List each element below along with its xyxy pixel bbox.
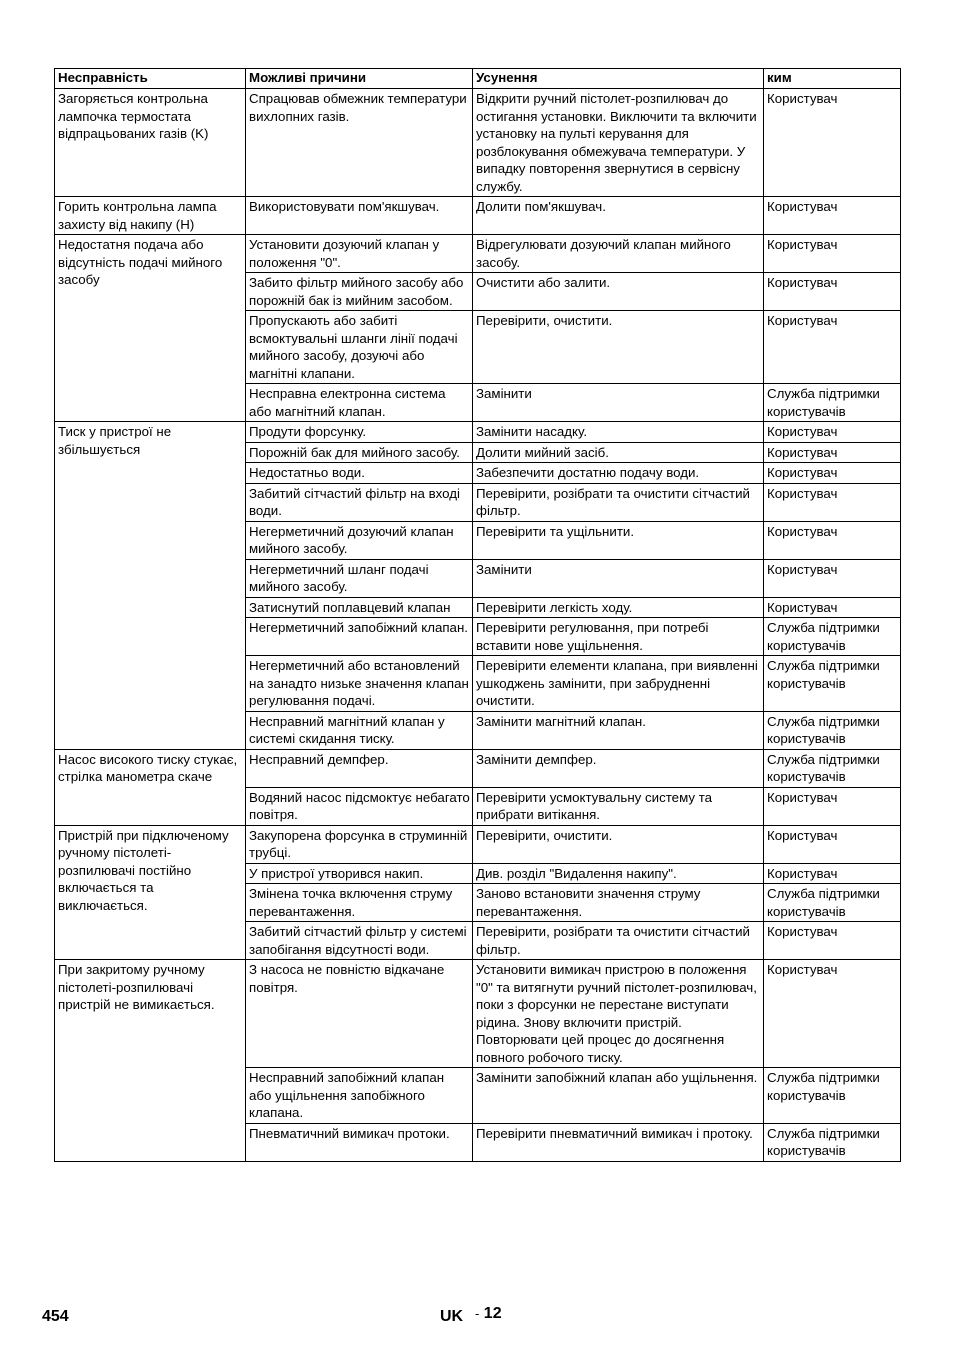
header-causes: Можливі причини [246,69,473,89]
table-row [55,89,901,197]
remedy-cell: Див. розділ "Видалення накипу". [473,863,764,884]
remedy-cell: Перевірити регулювання, при потребі вставити нове ущільнення. [473,618,764,656]
cause-cell: З насоса не повністю відкачане повітря. [246,960,473,1068]
cause-cell: Негерметичний запобіжний клапан. [246,618,473,656]
responsible-cell: Служба підтримки користувачів [764,618,901,656]
cause-cell: Використовувати пом'якшувач. [246,197,473,235]
responsible-cell: Служба підтримки користувачів [764,1068,901,1124]
responsible-cell: Користувач [764,483,901,521]
responsible-cell: Служба підтримки користувачів [764,384,901,422]
responsible-cell: Користувач [764,521,901,559]
header-remedy: Усунення [473,69,764,89]
section-page-number: 12 [483,1305,502,1322]
remedy-cell: Заново встановити значення струму перевантаження. [473,884,764,922]
remedy-cell: Перевірити, розібрати та очистити сітчастий фільтр. [473,483,764,521]
remedy-cell: Перевірити пневматичний вимикач і протоку. [473,1123,764,1161]
remedy-cell: Замінити [473,559,764,597]
remedy-cell: Перевірити усмоктувальну систему та прибрати витікання. [473,787,764,825]
cause-cell: Закупорена форсунка в струминній трубці. [246,825,473,863]
table-row [55,197,901,235]
cause-cell: Несправний магнітний клапан у системі скидання тиску. [246,711,473,749]
troubleshooting-table [54,68,901,1162]
table-row [55,422,901,443]
section-page [475,1305,502,1323]
remedy-cell: Долити пом'якшувач. [473,197,764,235]
remedy-cell: Перевірити легкість ходу. [473,597,764,618]
page-number: 454 [42,1308,69,1325]
cause-cell: Негерметичний шланг подачі мийного засобу. [246,559,473,597]
remedy-cell: Замінити запобіжний клапан або ущільнення. [473,1068,764,1124]
remedy-cell: Установити вимикач пристрою в положення "0" та витягнути ручний пістолет-розпилювач, поки з форсунки не перестане виступати рідина. Знову включити пристрій. Повторювати цей процес до досягнення повного робочого тиску. [473,960,764,1068]
remedy-cell: Відкрити ручний пістолет-розпилювач до остигання установки. Виключити та включити установку на пульті керування для розблокування обмежувача температури. У випадку повторення звернутися в сервісну службу. [473,89,764,197]
table-row [55,749,901,787]
header-by-whom: ким [764,69,901,89]
responsible-cell: Користувач [764,597,901,618]
cause-cell: Порожній бак для мийного засобу. [246,442,473,463]
responsible-cell: Користувач [764,442,901,463]
remedy-cell: Забезпечити достатню подачу води. [473,463,764,484]
remedy-cell: Замінити [473,384,764,422]
fault-cell: При закритому ручному пістолеті-розпилювачі пристрій не вимикається. [55,960,246,1162]
table-row [55,825,901,863]
cause-cell: Негерметичний дозуючий клапан мийного засобу. [246,521,473,559]
cause-cell: Недостатньо води. [246,463,473,484]
cause-cell: Забитий сітчастий фільтр у системі запобігання відсутності води. [246,922,473,960]
table-header-row [55,69,901,89]
table-body [55,89,901,1162]
remedy-cell: Перевірити, очистити. [473,311,764,384]
cause-cell: Несправний демпфер. [246,749,473,787]
fault-cell: Тиск у пристрої не збільшується [55,422,246,750]
cause-cell: Негерметичний або встановлений на занадто низьке значення клапан регулювання подачі. [246,656,473,712]
cause-cell: Пневматичний вимикач протоки. [246,1123,473,1161]
cause-cell: Пропускають або забиті всмоктувальні шланги лінії подачі мийного засобу, дозуючі або магнітні клапани. [246,311,473,384]
cause-cell: Установити дозуючий клапан у положення "0". [246,235,473,273]
cause-cell: Продути форсунку. [246,422,473,443]
responsible-cell: Користувач [764,863,901,884]
cause-cell: Водяний насос підсмоктує небагато повітря. [246,787,473,825]
language-code: UK [440,1308,464,1325]
cause-cell: Несправний запобіжний клапан або ущільнення запобіжного клапана. [246,1068,473,1124]
responsible-cell: Користувач [764,235,901,273]
responsible-cell: Користувач [764,922,901,960]
remedy-cell: Перевірити, розібрати та очистити сітчастий фільтр. [473,922,764,960]
responsible-cell: Користувач [764,422,901,443]
remedy-cell: Замінити демпфер. [473,749,764,787]
responsible-cell: Користувач [764,559,901,597]
cause-cell: Затиснутий поплавцевий клапан [246,597,473,618]
section-page-separator: - [475,1306,480,1321]
responsible-cell: Користувач [764,463,901,484]
fault-cell: Насос високого тиску стукає, стрілка манометра скаче [55,749,246,825]
responsible-cell: Служба підтримки користувачів [764,656,901,712]
responsible-cell: Служба підтримки користувачів [764,1123,901,1161]
responsible-cell: Служба підтримки користувачів [764,749,901,787]
cause-cell: Спрацював обмежник температури вихлопних газів. [246,89,473,197]
fault-cell: Горить контрольна лампа захисту від накипу (H) [55,197,246,235]
remedy-cell: Перевірити, очистити. [473,825,764,863]
remedy-cell: Перевірити та ущільнити. [473,521,764,559]
responsible-cell: Користувач [764,89,901,197]
fault-cell: Пристрій при підключеному ручному пістолеті-розпилювачі постійно включається та виключається. [55,825,246,960]
header-fault: Несправність [55,69,246,89]
table-row [55,235,901,273]
cause-cell: У пристрої утворився накип. [246,863,473,884]
remedy-cell: Очистити або залити. [473,273,764,311]
responsible-cell: Користувач [764,311,901,384]
cause-cell: Забито фільтр мийного засобу або порожній бак із мийним засобом. [246,273,473,311]
fault-cell: Недостатня подача або відсутність подачі мийного засобу [55,235,246,422]
remedy-cell: Замінити насадку. [473,422,764,443]
remedy-cell: Перевірити елементи клапана, при виявленні ушкоджень замінити, при забрудненні очистити. [473,656,764,712]
responsible-cell: Користувач [764,197,901,235]
remedy-cell: Відрегулювати дозуючий клапан мийного засобу. [473,235,764,273]
responsible-cell: Користувач [764,825,901,863]
cause-cell: Забитий сітчастий фільтр на вході води. [246,483,473,521]
remedy-cell: Долити мийний засіб. [473,442,764,463]
cause-cell: Змінена точка включення струму перевантаження. [246,884,473,922]
responsible-cell: Користувач [764,960,901,1068]
cause-cell: Несправна електронна система або магнітний клапан. [246,384,473,422]
responsible-cell: Користувач [764,273,901,311]
responsible-cell: Служба підтримки користувачів [764,884,901,922]
responsible-cell: Користувач [764,787,901,825]
table-row [55,960,901,1068]
remedy-cell: Замінити магнітний клапан. [473,711,764,749]
fault-cell: Загоряється контрольна лампочка термостата відпрацьованих газів (K) [55,89,246,197]
responsible-cell: Служба підтримки користувачів [764,711,901,749]
